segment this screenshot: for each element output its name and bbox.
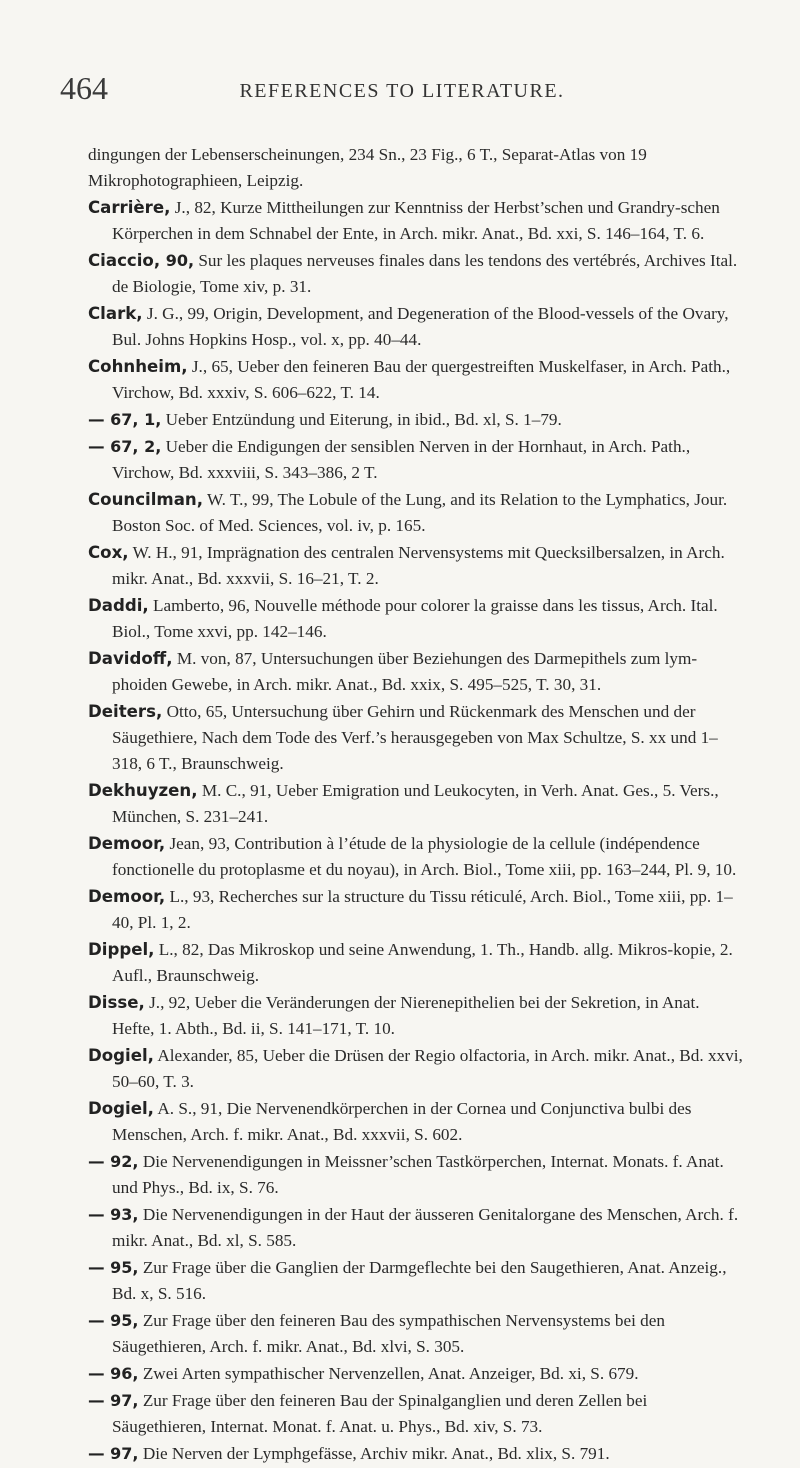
reference-author: — bbox=[88, 1311, 105, 1330]
reference-text: J. G., 99, Origin, Development, and Degeneration of the Blood-vessels of the Ovary, Bul. Johns Hopkins Hosp., vol. x, pp. 40–44. bbox=[112, 304, 729, 349]
reference-text: M. C., 91, Ueber Emigration und Leukocyten, in Verh. Anat. Ges., 5. Vers., München, S. 231–241. bbox=[112, 781, 719, 826]
reference-author: Carrière, bbox=[88, 198, 171, 217]
reference-author: Councilman, bbox=[88, 490, 204, 509]
reference-number: 92, bbox=[104, 1152, 139, 1171]
reference-text: Die Nervenendigungen in Meissner’schen Tastkörperchen, Internat. Monats. f. Anat. und Phys., Bd. ix, S. 76. bbox=[112, 1152, 724, 1197]
reference-text: Zwei Arten sympathischer Nervenzellen, Anat. Anzeiger, Bd. xi, S. 679. bbox=[138, 1364, 639, 1383]
reference-number: 95, bbox=[104, 1311, 139, 1330]
page-number: 464 bbox=[60, 70, 108, 106]
reference-text: L., 82, Das Mikroskop und seine Anwendung, 1. Th., Handb. allg. Mikros-kopie, 2. Aufl., Braunschweig. bbox=[112, 940, 733, 985]
reference-text: Die Nerven der Lymphgefässe, Archiv mikr. Anat., Bd. xlix, S. 791. bbox=[138, 1444, 610, 1463]
reference-author: Disse, bbox=[88, 993, 145, 1012]
reference-entry bbox=[88, 487, 744, 539]
reference-entry bbox=[88, 699, 744, 777]
reference-text: Ueber die Endigungen der sensiblen Nerven in der Hornhaut, in Arch. Path., Virchow, Bd. xxxviii, S. 343–386, 2 T. bbox=[112, 437, 691, 482]
reference-author: — bbox=[88, 437, 105, 456]
reference-entry bbox=[88, 1361, 744, 1387]
reference-number: 90, bbox=[160, 251, 195, 270]
reference-text: Alexander, 85, Ueber die Drüsen der Regio olfactoria, in Arch. mikr. Anat., Bd. xxvi, 50–60, T. 3. bbox=[112, 1046, 743, 1091]
reference-text: J., 92, Ueber die Veränderungen der Nierenepithelien bei der Sekretion, in Anat. Hefte, 1. Abth., Bd. ii, S. 141–171, T. 10. bbox=[112, 993, 700, 1038]
reference-entry bbox=[88, 593, 744, 645]
reference-text: Zur Frage über den feineren Bau der Spinalganglien und deren Zellen bei Säugethieren, Internat. Monat. f. Anat. u. Phys., Bd. xiv, S. 73. bbox=[112, 1391, 648, 1436]
reference-author: Cohnheim, bbox=[88, 357, 188, 376]
reference-number: 67, 2, bbox=[104, 437, 162, 456]
reference-text: L., 93, Recherches sur la structure du Tissu réticulé, Arch. Biol., Tome xiii, pp. 1–40, Pl. 1, 2. bbox=[112, 887, 733, 932]
reference-entry bbox=[88, 1388, 744, 1440]
reference-number: 67, 1, bbox=[104, 410, 162, 429]
reference-author: Dogiel, bbox=[88, 1099, 154, 1118]
reference-author: — bbox=[88, 1205, 105, 1224]
reference-number: 96, bbox=[104, 1364, 139, 1383]
reference-entry bbox=[88, 1441, 744, 1467]
reference-entry bbox=[88, 434, 744, 486]
reference-text: M. von, 87, Untersuchungen über Beziehungen des Darmepithels zum lym-phoiden Gewebe, in Arch. mikr. Anat., Bd. xxix, S. 495–525, T. 30, 31. bbox=[112, 649, 698, 694]
reference-entry bbox=[88, 142, 744, 194]
reference-entry bbox=[88, 884, 744, 936]
reference-entry bbox=[88, 831, 744, 883]
reference-entry bbox=[88, 1202, 744, 1254]
reference-text: Zur Frage über die Ganglien der Darmgeflechte bei den Saugethieren, Anat. Anzeig., Bd. x, S. 516. bbox=[112, 1258, 727, 1303]
reference-number: 97, bbox=[104, 1391, 139, 1410]
reference-author: — bbox=[88, 1364, 105, 1383]
reference-text: J., 65, Ueber den feineren Bau der quergestreiften Muskelfaser, in Arch. Path., Virchow, Bd. xxxiv, S. 606–622, T. 14. bbox=[112, 357, 731, 402]
reference-text: Otto, 65, Untersuchung über Gehirn und Rückenmark des Menschen und der Säugethiere, Nach dem Tode des Verf.’s herausgegeben von Max Schultze, S. xx und 1–318, 6 T., Braunschweig. bbox=[112, 702, 718, 773]
reference-text: Zur Frage über den feineren Bau des sympathischen Nervensystems bei den Säugethieren, Arch. f. mikr. Anat., Bd. xlvi, S. 305. bbox=[112, 1311, 665, 1356]
reference-entry bbox=[88, 1255, 744, 1307]
reference-entry bbox=[88, 1308, 744, 1360]
reference-entry bbox=[88, 540, 744, 592]
reference-entry bbox=[88, 1149, 744, 1201]
reference-author: Dekhuyzen, bbox=[88, 781, 198, 800]
reference-author: Deiters, bbox=[88, 702, 163, 721]
reference-entry bbox=[88, 1043, 744, 1095]
reference-text: J., 82, Kurze Mittheilungen zur Kenntniss der Herbst’schen und Grandry-schen Körperchen in dem Schnabel der Ente, in Arch. mikr. Anat., Bd. xxi, S. 146–164, T. 6. bbox=[112, 198, 720, 243]
reference-text: Sur les plaques nerveuses finales dans les tendons des vertébrés, Archives Ital. de Biologie, Tome xiv, p. 31. bbox=[112, 251, 738, 296]
reference-entry bbox=[88, 407, 744, 433]
reference-text: Lamberto, 96, Nouvelle méthode pour colorer la graisse dans les tissus, Arch. Ital. Biol., Tome xxvi, pp. 142–146. bbox=[112, 596, 718, 641]
reference-entry bbox=[88, 1096, 744, 1148]
reference-entry bbox=[88, 301, 744, 353]
reference-number: 93, bbox=[104, 1205, 139, 1224]
reference-number: 97, bbox=[104, 1444, 139, 1463]
reference-author: Cox, bbox=[88, 543, 129, 562]
reference-entry bbox=[88, 937, 744, 989]
reference-entry bbox=[88, 990, 744, 1042]
reference-author: Dogiel, bbox=[88, 1046, 154, 1065]
reference-entry bbox=[88, 646, 744, 698]
reference-entry bbox=[88, 778, 744, 830]
reference-author: Dippel, bbox=[88, 940, 155, 959]
reference-author: Daddi, bbox=[88, 596, 149, 615]
reference-author: — bbox=[88, 1391, 105, 1410]
reference-text: A. S., 91, Die Nervenendkörperchen in der Cornea und Conjunctiva bulbi des Menschen, Arch. f. mikr. Anat., Bd. xxxvii, S. 602. bbox=[112, 1099, 692, 1144]
reference-author: — bbox=[88, 1258, 105, 1277]
page-header bbox=[60, 70, 744, 110]
reference-text: dingungen der Lebenserscheinungen, 234 Sn., 23 Fig., 6 T., Separat-Atlas von 19 Mikrophotographieen, Leipzig. bbox=[88, 145, 647, 190]
reference-entry bbox=[88, 195, 744, 247]
reference-author: Ciaccio, bbox=[88, 251, 161, 270]
running-head: REFERENCES TO LITERATURE. bbox=[239, 80, 565, 102]
reference-author: — bbox=[88, 1444, 105, 1463]
reference-number: 95, bbox=[104, 1258, 139, 1277]
reference-text: Ueber Entzündung und Eiterung, in ibid., Bd. xl, S. 1–79. bbox=[161, 410, 562, 429]
reference-list bbox=[88, 142, 744, 1468]
reference-author: Clark, bbox=[88, 304, 143, 323]
reference-author: — bbox=[88, 1152, 105, 1171]
reference-author: Demoor, bbox=[88, 887, 166, 906]
reference-author: Davidoff, bbox=[88, 649, 173, 668]
reference-text: W. T., 99, The Lobule of the Lung, and its Relation to the Lymphatics, Jour. Boston Soc. of Med. Sciences, vol. iv, p. 165. bbox=[112, 490, 728, 535]
reference-text: W. H., 91, Imprägnation des centralen Nervensystems mit Quecksilbersalzen, in Arch. mikr. Anat., Bd. xxxvii, S. 16–21, T. 2. bbox=[112, 543, 725, 588]
reference-text: Die Nervenendigungen in der Haut der äusseren Genitalorgane des Menschen, Arch. f. mikr. Anat., Bd. xl, S. 585. bbox=[112, 1205, 739, 1250]
reference-text: Jean, 93, Contribution à l’étude de la physiologie de la cellule (indépendence fonctionelle du protoplasme et du noyau), in Arch. Biol., Tome xiii, pp. 163–244, Pl. 9, 10. bbox=[112, 834, 737, 879]
reference-author: Demoor, bbox=[88, 834, 166, 853]
reference-entry bbox=[88, 248, 744, 300]
reference-author: — bbox=[88, 410, 105, 429]
reference-entry bbox=[88, 354, 744, 406]
